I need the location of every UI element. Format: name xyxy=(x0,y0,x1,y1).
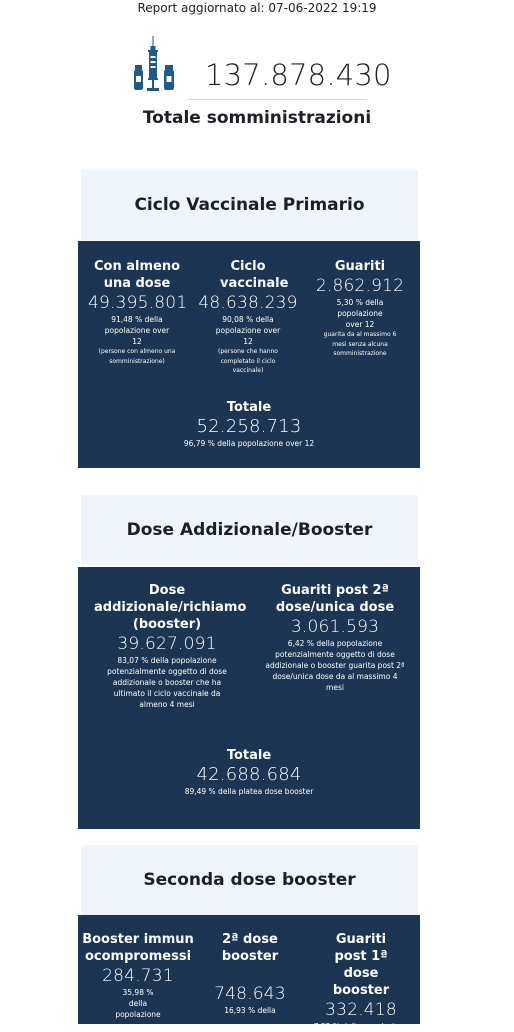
panel-primary-cycle xyxy=(78,241,420,468)
stat-description: 6,42 % della popolazione potenzialmente oggetto di dose addizionale o booster guarita post 2ª dose/unica dose da al massimo 4 mesi xyxy=(265,639,405,692)
total-administrations-label: Totale somministrazioni xyxy=(142,108,372,128)
stat-note: (persone che hanno completato il ciclo vaccinale) xyxy=(218,348,278,374)
stat-number: 3.061.593 xyxy=(290,617,380,637)
stat-number: 284.731 xyxy=(102,966,174,986)
stat-title: Guariti post 2ª dose/unica dose xyxy=(275,583,395,615)
stat-total-primary xyxy=(78,399,420,449)
stat-number: 42.688.684 xyxy=(196,764,302,785)
stat-number: 332.418 xyxy=(325,1000,397,1020)
stat-description: 89,49 % della platea dose booster xyxy=(184,787,314,796)
stat-recovered-post-booster xyxy=(306,931,416,1032)
stat-recovered-post-dose xyxy=(260,582,410,693)
section-title-primary-cycle: Ciclo Vaccinale Primario xyxy=(81,170,418,240)
stat-vaccine-cycle xyxy=(198,258,298,376)
stat-title: Con almeno una dose xyxy=(93,259,181,291)
total-administrations-block xyxy=(0,28,514,138)
total-administrations-number: 137.878.430 xyxy=(205,58,392,92)
stat-description: 91,48 % della popolazione over 12 xyxy=(104,315,170,346)
section-title-booster: Dose Addizionale/Booster xyxy=(81,495,418,565)
stat-recovered xyxy=(310,258,410,359)
stat-title: Dose addizionale/richiamo (booster) xyxy=(94,583,247,632)
stat-title: Totale xyxy=(226,400,272,415)
stat-description: 90,08 % della popolazione over 12 xyxy=(215,315,281,346)
stat-total-booster xyxy=(78,747,420,797)
stat-description: 83,07 % della popolazione potenzialmente oggetto di dose addizionale o booster che ha ultimato il ciclo vaccinale da almeno 4 mesi xyxy=(107,656,227,709)
stat-description: 96,79 % della popolazione over 12 xyxy=(183,439,315,448)
panel-booster xyxy=(78,567,420,829)
stat-title: 2ª dose booster xyxy=(221,932,279,964)
stat-title: Totale xyxy=(226,748,272,763)
vaccine-syringe-icon xyxy=(132,36,176,92)
stat-description: 16,93 % della xyxy=(224,1006,276,1015)
stat-title: Ciclo vaccinale xyxy=(220,259,289,291)
stat-booster-immunocompromised xyxy=(82,931,194,1020)
stat-description: 5,30 % della popolazione over 12 xyxy=(336,298,384,329)
stat-number: 748.643 xyxy=(214,984,286,1004)
stat-title: Booster immunocompromessi xyxy=(82,932,194,964)
stat-title: Guariti post 1ª dose booster xyxy=(332,932,390,998)
stat-title: Guariti xyxy=(334,259,386,274)
stat-at-least-one-dose xyxy=(88,258,186,366)
stat-number: 39.627.091 xyxy=(117,634,217,654)
stat-number: 48.638.239 xyxy=(198,293,298,313)
stat-additional-dose xyxy=(92,582,247,710)
stat-description: 35,98 % della popolazione xyxy=(115,988,161,1019)
stat-number: 49.395.801 xyxy=(88,293,188,313)
section-title-second-booster: Seconda dose booster xyxy=(81,845,418,915)
stat-number: 2.862.912 xyxy=(315,276,405,296)
stat-number: 52.258.713 xyxy=(196,416,302,437)
divider xyxy=(188,99,366,100)
report-date: Report aggiornato al: 07-06-2022 19:19 xyxy=(137,1,377,15)
stat-second-booster-dose xyxy=(206,931,294,1016)
stat-note: guarita da al massimo 6 mesi senza alcuna somministrazione xyxy=(323,331,397,357)
stat-note: (persone con almeno una somministrazione) xyxy=(98,348,176,365)
panel-second-booster xyxy=(78,915,420,1031)
stat-description: 7,52 % della popolazione xyxy=(313,1022,409,1031)
